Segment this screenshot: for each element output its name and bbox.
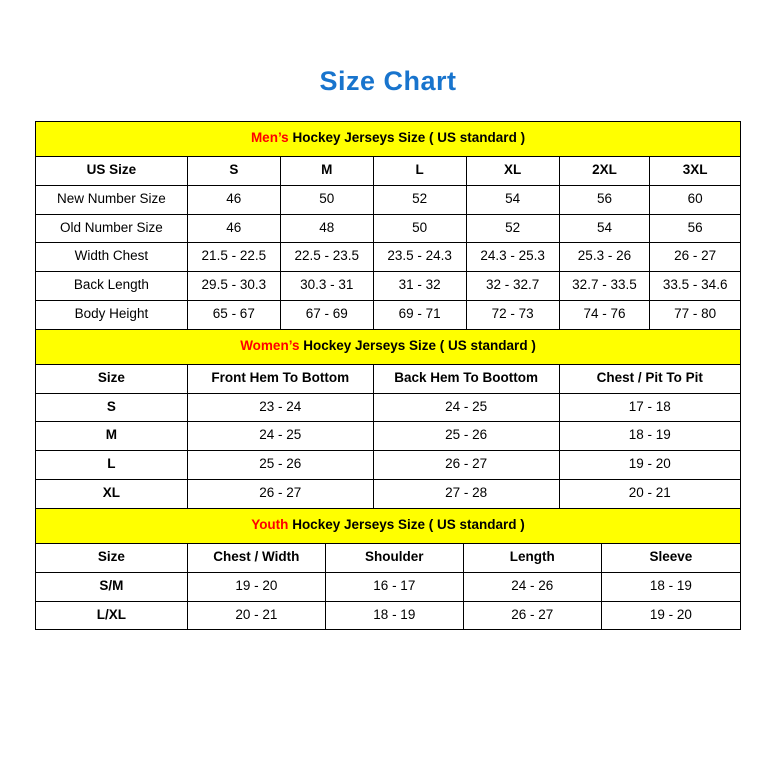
mens-cell: 30.3 - 31 [280, 272, 373, 301]
youth-cell: 26 - 27 [463, 601, 601, 630]
mens-section-band-row [36, 122, 740, 156]
womens-cell: 17 - 18 [559, 393, 740, 422]
size-chart-container [35, 121, 741, 630]
table-row [36, 301, 740, 330]
mens-header-cell: XL [466, 156, 559, 185]
mens-band-accent: Men’s [250, 130, 289, 145]
womens-cell: 25 - 26 [187, 451, 373, 480]
youth-header-cell: Chest / Width [187, 543, 325, 572]
table-row [36, 393, 740, 422]
mens-cell: 48 [280, 214, 373, 243]
mens-cell: 67 - 69 [280, 301, 373, 330]
youth-header-cell: Sleeve [601, 543, 740, 572]
mens-cell: 22.5 - 23.5 [280, 243, 373, 272]
womens-cell: 18 - 19 [559, 422, 740, 451]
mens-cell: 52 [466, 214, 559, 243]
youth-cell: 18 - 19 [601, 572, 740, 601]
table-row [36, 480, 740, 509]
table-row [36, 214, 740, 243]
mens-band-rest: Hockey Jerseys Size ( US standard ) [288, 130, 526, 145]
youth-size-table [36, 509, 740, 630]
mens-cell: 56 [650, 214, 740, 243]
youth-cell: 18 - 19 [325, 601, 463, 630]
mens-cell: 54 [466, 185, 559, 214]
mens-row-label: Old Number Size [36, 214, 187, 243]
mens-row-label: Width Chest [36, 243, 187, 272]
mens-cell: 25.3 - 26 [559, 243, 650, 272]
mens-cell: 26 - 27 [650, 243, 740, 272]
youth-cell: 19 - 20 [601, 601, 740, 630]
mens-cell: 56 [559, 185, 650, 214]
mens-cell: 50 [280, 185, 373, 214]
youth-section-band-row [36, 509, 740, 543]
table-row [36, 272, 740, 301]
womens-section-band [36, 330, 740, 364]
youth-cell: 20 - 21 [187, 601, 325, 630]
mens-cell: 24.3 - 25.3 [466, 243, 559, 272]
mens-header-row [36, 156, 740, 185]
womens-header-cell: Front Hem To Bottom [187, 364, 373, 393]
womens-row-label: L [36, 451, 187, 480]
mens-cell: 29.5 - 30.3 [187, 272, 280, 301]
womens-row-label: S [36, 393, 187, 422]
mens-header-cell: S [187, 156, 280, 185]
mens-cell: 77 - 80 [650, 301, 740, 330]
womens-size-table [36, 330, 740, 509]
womens-section-band-row [36, 330, 740, 364]
womens-header-cell: Chest / Pit To Pit [559, 364, 740, 393]
mens-header-cell: L [373, 156, 466, 185]
youth-row-label: L/XL [36, 601, 187, 630]
mens-row-label: New Number Size [36, 185, 187, 214]
mens-cell: 32.7 - 33.5 [559, 272, 650, 301]
youth-cell: 19 - 20 [187, 572, 325, 601]
womens-header-cell: Size [36, 364, 187, 393]
mens-cell: 54 [559, 214, 650, 243]
mens-section-band [36, 122, 740, 156]
mens-header-cell: US Size [36, 156, 187, 185]
mens-cell: 60 [650, 185, 740, 214]
womens-band-accent: Women’s [240, 337, 300, 353]
mens-cell: 69 - 71 [373, 301, 466, 330]
youth-cell: 16 - 17 [325, 572, 463, 601]
youth-header-cell: Shoulder [325, 543, 463, 572]
youth-band-rest: Hockey Jerseys Size ( US standard ) [288, 516, 525, 532]
mens-header-cell: 3XL [650, 156, 740, 185]
womens-cell: 26 - 27 [373, 451, 559, 480]
womens-cell: 24 - 25 [373, 393, 559, 422]
mens-cell: 46 [187, 214, 280, 243]
mens-cell: 32 - 32.7 [466, 272, 559, 301]
womens-header-row [36, 364, 740, 393]
mens-row-label: Back Length [36, 272, 187, 301]
mens-header-cell: 2XL [559, 156, 650, 185]
table-row [36, 185, 740, 214]
table-row [36, 451, 740, 480]
womens-cell: 26 - 27 [187, 480, 373, 509]
youth-header-row [36, 543, 740, 572]
youth-header-cell: Size [36, 543, 187, 572]
mens-cell: 72 - 73 [466, 301, 559, 330]
womens-cell: 24 - 25 [187, 422, 373, 451]
youth-section-band [36, 509, 740, 543]
mens-cell: 46 [187, 185, 280, 214]
mens-cell: 50 [373, 214, 466, 243]
womens-row-label: XL [36, 480, 187, 509]
mens-size-table [36, 122, 740, 330]
youth-cell: 24 - 26 [463, 572, 601, 601]
mens-row-label: Body Height [36, 301, 187, 330]
womens-band-rest: Hockey Jerseys Size ( US standard ) [299, 337, 536, 353]
womens-cell: 27 - 28 [373, 480, 559, 509]
youth-header-cell: Length [463, 543, 601, 572]
womens-cell: 20 - 21 [559, 480, 740, 509]
youth-row-label: S/M [36, 572, 187, 601]
mens-cell: 31 - 32 [373, 272, 466, 301]
mens-cell: 23.5 - 24.3 [373, 243, 466, 272]
womens-header-cell: Back Hem To Boottom [373, 364, 559, 393]
table-row [36, 601, 740, 630]
page-title: Size Chart [319, 66, 457, 96]
mens-cell: 65 - 67 [187, 301, 280, 330]
womens-cell: 19 - 20 [559, 451, 740, 480]
table-row [36, 572, 740, 601]
mens-cell: 21.5 - 22.5 [187, 243, 280, 272]
mens-header-cell: M [280, 156, 373, 185]
womens-cell: 23 - 24 [187, 393, 373, 422]
youth-band-accent: Youth [251, 516, 289, 532]
table-row [36, 243, 740, 272]
mens-cell: 33.5 - 34.6 [650, 272, 740, 301]
mens-cell: 52 [373, 185, 466, 214]
table-row [36, 422, 740, 451]
mens-cell: 74 - 76 [559, 301, 650, 330]
womens-row-label: M [36, 422, 187, 451]
womens-cell: 25 - 26 [373, 422, 559, 451]
